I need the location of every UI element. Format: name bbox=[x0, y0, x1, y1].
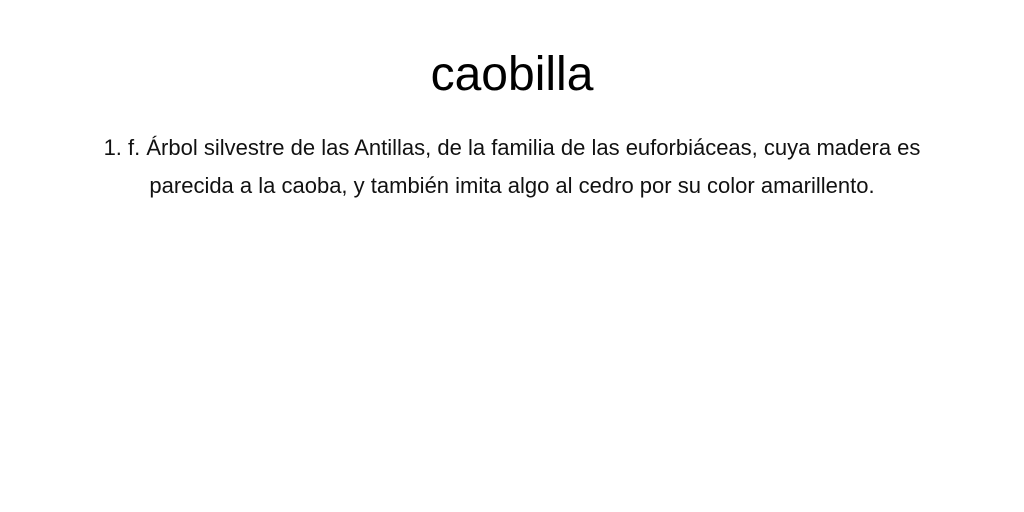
definition-text: 1. f. Árbol silvestre de las Antillas, de la familia de las euforbiáceas, cuya madera es parecida a la caoba, y también imita algo al cedro por su color amarillento. bbox=[103, 135, 921, 198]
headword: caobilla bbox=[430, 48, 594, 101]
dictionary-entry bbox=[0, 0, 1024, 205]
